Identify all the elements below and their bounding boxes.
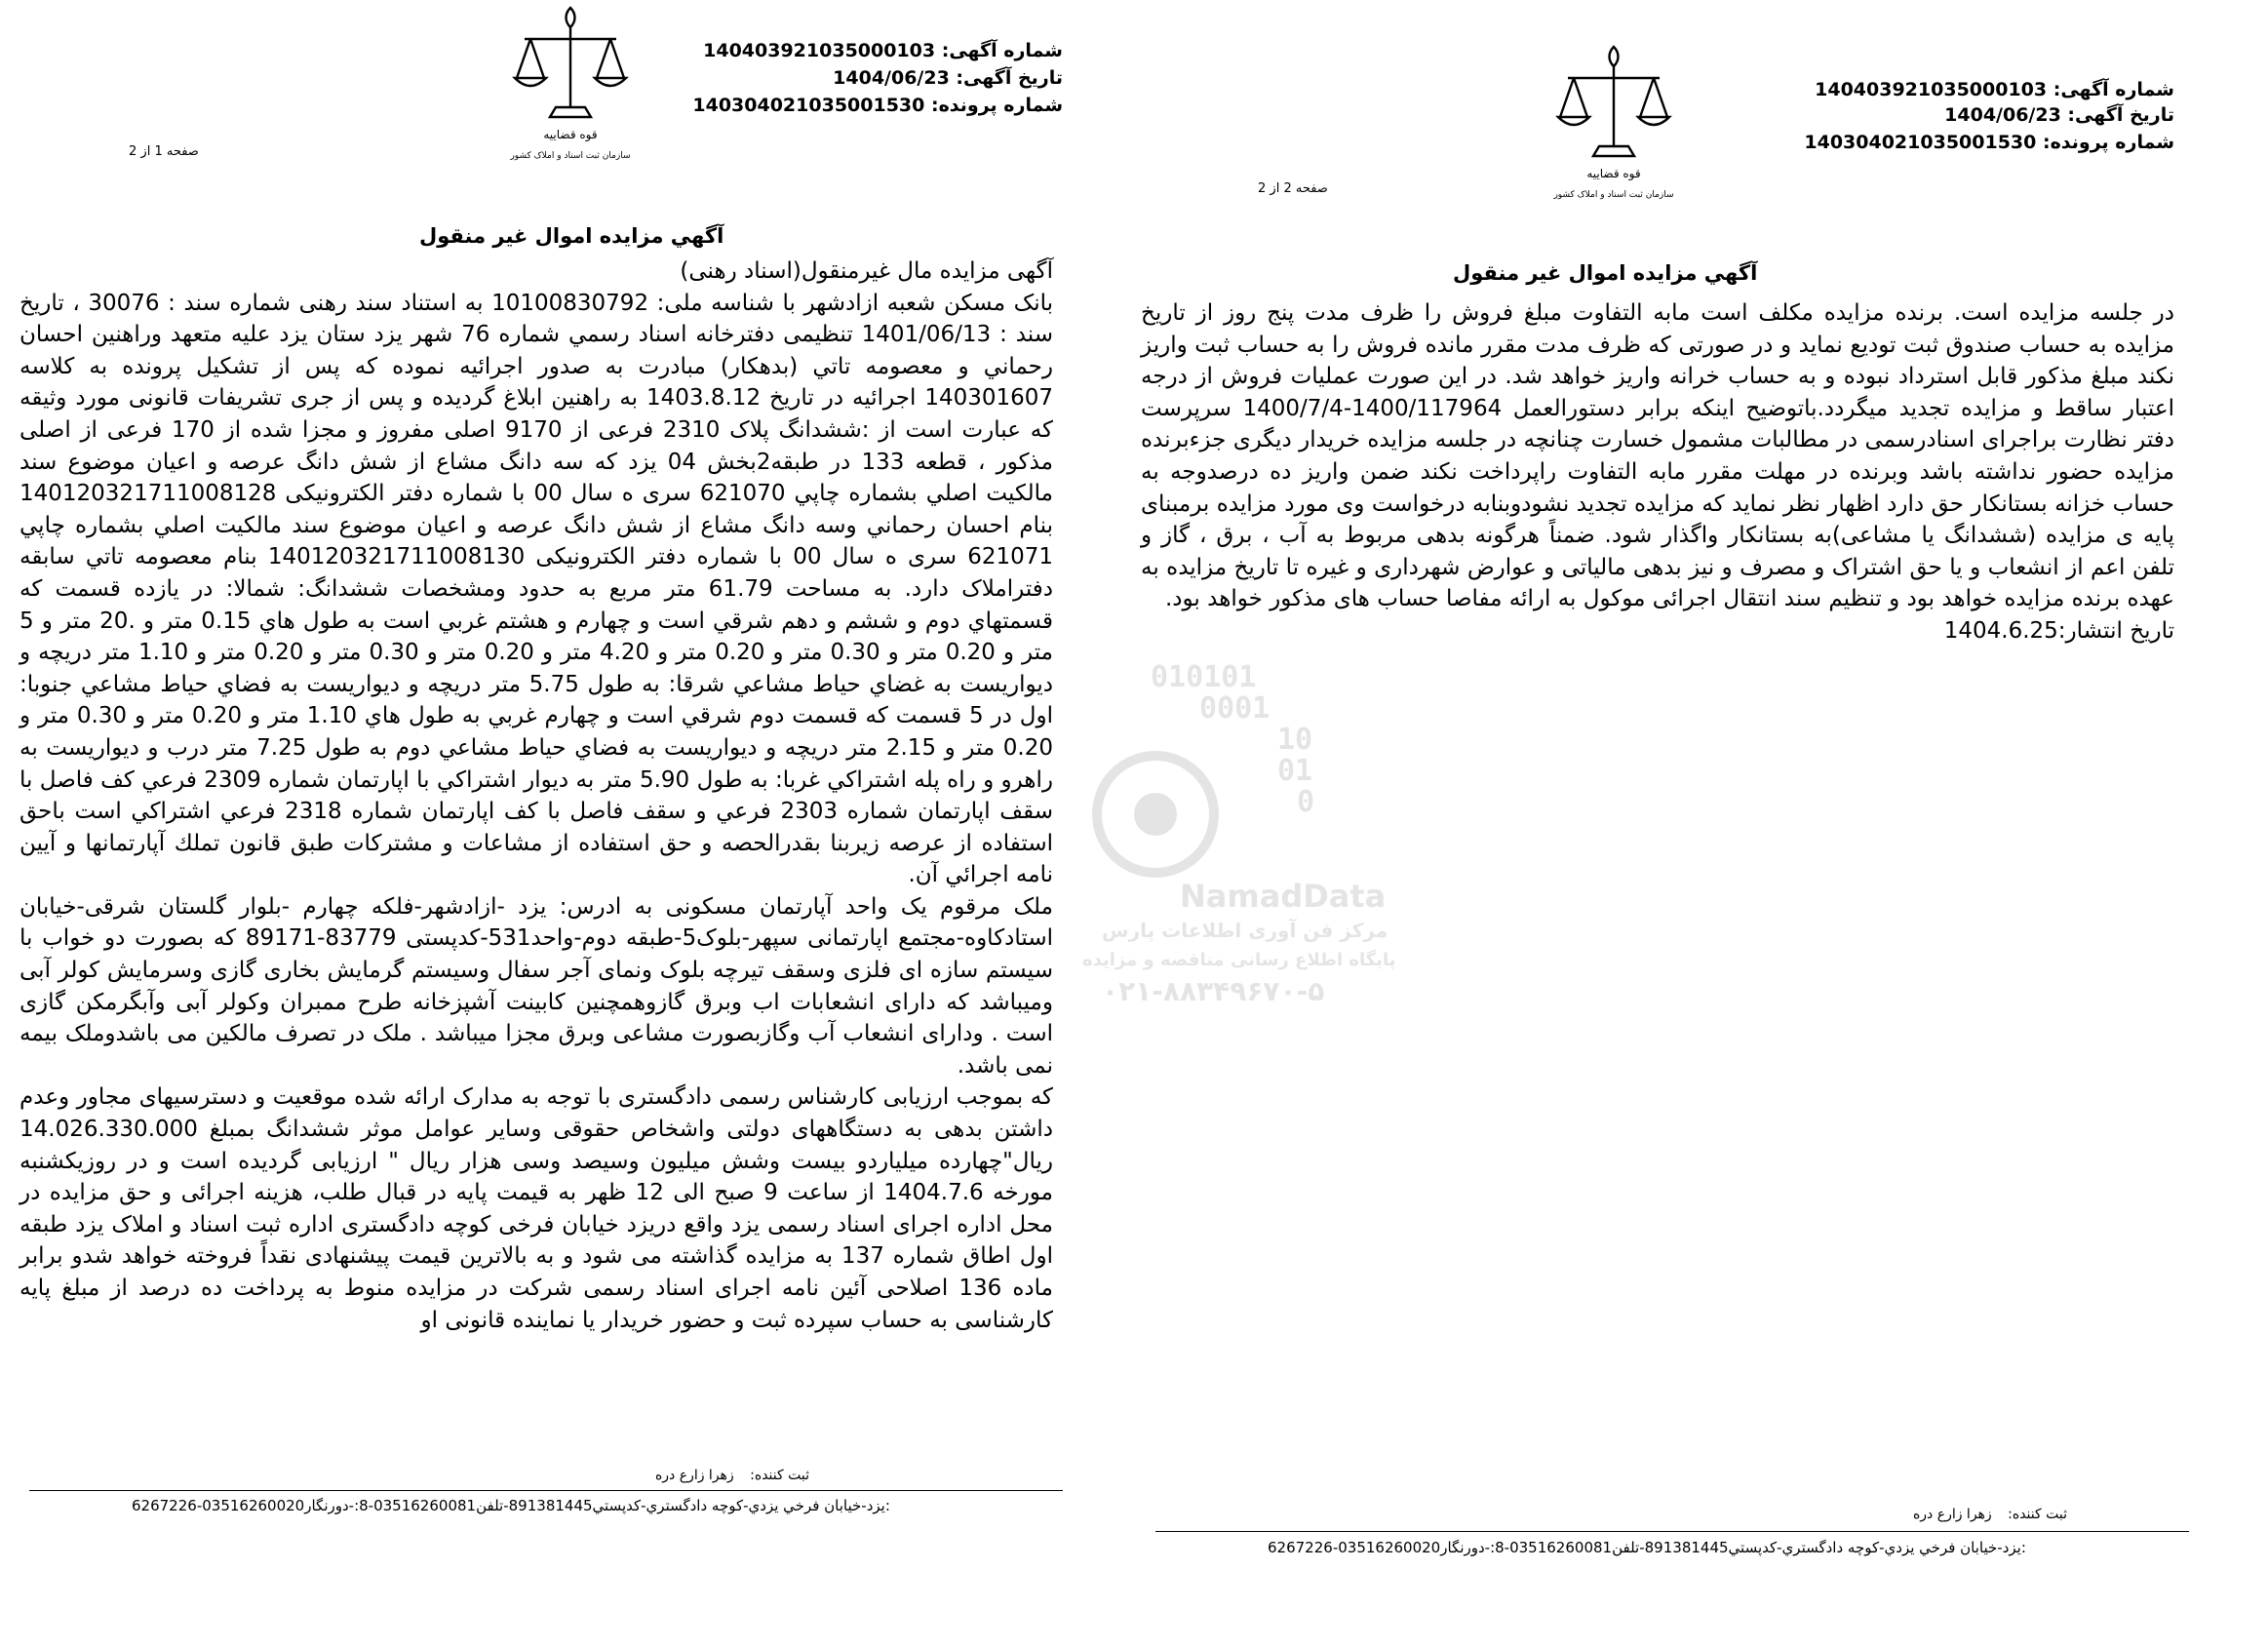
watermark-digits-2: 0001 — [1199, 691, 1271, 726]
page-number: صفحه 1 از 2 — [129, 144, 199, 159]
org-caption: سازمان ثبت اسناد و املاک کشور — [1553, 190, 1674, 200]
ad-number-value: 140403921035000103 — [1815, 79, 2048, 100]
watermark-brand: NamadData — [1180, 878, 1387, 915]
ad-number-line — [1815, 78, 2174, 101]
registrar-name: زهرا زارع دره — [1912, 1507, 1992, 1522]
ad-number-value: 140403921035000103 — [703, 40, 936, 61]
watermark-digits-5: 0 — [1297, 785, 1315, 819]
case-number-value: 140304021035001530 — [692, 95, 925, 116]
notice-body — [1141, 297, 2174, 648]
footer-divider — [1155, 1531, 2189, 1532]
case-number-label: شماره پرونده: — [930, 95, 1063, 116]
registrar-name: زهرا زارع دره — [654, 1468, 734, 1483]
notice-page-1 — [20, 0, 1102, 1521]
registrar-label: ثبت كننده: — [750, 1468, 809, 1483]
case-number-value: 140304021035001530 — [1804, 132, 2037, 153]
ad-date-value: 1404/06/23 — [1944, 104, 2061, 126]
registrar — [1913, 1507, 2067, 1522]
notice-body — [20, 255, 1053, 1336]
watermark-digits-3: 10 — [1277, 723, 1313, 757]
case-number-line — [692, 94, 1063, 117]
page-number: صفحه 2 از 2 — [1258, 181, 1328, 196]
notice-title: آگهي مزايده اموال غير منقول — [1453, 261, 1758, 285]
notice-page-2 — [1131, 0, 2213, 1580]
registrar-label: ثبت كننده: — [2008, 1507, 2067, 1522]
notice-title: آگهي مزايده اموال غير منقول — [419, 224, 724, 248]
judiciary-emblem-icon — [1541, 39, 1687, 205]
ad-date-value: 1404/06/23 — [833, 67, 950, 89]
emblem-caption: قوه قضاییه — [1586, 167, 1641, 180]
notice-paragraph: كه بموجب ارزيابی كارشناس رسمی دادگستری با توجه به مدارک ارائه شده موقعيت و دسترسيهای مجاور وعدم داشتن بدهی به دستگاههای دولتی واشخاص حقوقی وساير عوامل موثر ششدانگ بمبلغ 14.026.330.000 ريال"چهارده ميلياردو بيست وشش ميليون وسيصد وسی هزار ريال " ارزيابی گرديده است و در روزيكشنبه مورخه 1404.7.6 از ساعت 9 صبح الی 12 ظهر به قيمت پايه در قبال طلب، هزينه اجرائی و حق مزايده در محل اداره اجرای اسناد رسمی يزد واقع دريزد خيابان فرخی كوچه دادگستری اداره ثبت اسناد و املاک يزد طبقه اول اطاق شماره 137 به مزايده گذاشته می شود و به بالاترين قيمت پيشنهادی نقداً فروخته خواهد شدو برابر ماده 136 اصلاحی آئين نامه اجرای اسناد رسمی شركت در مزايده منوط به پرداخت ده درصد از مبلغ پايه كارشناسی به حساب سپرده ثبت و حضور خريدار يا نماينده قانونی او — [20, 1084, 1053, 1333]
ad-number-line — [703, 39, 1063, 62]
watermark-digits-4: 01 — [1277, 754, 1313, 788]
notice-paragraph: بانک مسكن شعبه ازادشهر با شناسه ملی: 10100830792 به استناد سند رهنی شماره سند : 30076 ، تاريخ سند : 1401/06/13 تنظيمی دفترخانه اسناد رسمي شماره 76 شهر يزد ستان يزد عليه متعهد وراهنين احسان رحماني و معصومه تاتي (بدهكار) مبادرت به صدور اجرائيه نموده كه پس از تشكيل پرونده به كلاسه 140301607 اجرائيه در تاريخ 1403.8.12 به راهنين ابلاغ گرديده و پس از جری تشريفات قانونی مورد وثيقه كه عبارت است از :ششدانگ پلاک 2310 فرعی از 9170 اصلی مفروز و مجزا شده از 170 فرعی از اصلی مذكور ، قطعه 133 در طبقه2بخش 04 يزد كه سه دانگ مشاع از شش دانگ عرصه و اعيان موضوع سند مالكيت اصلي بشماره چاپي 621070 سری ه سال 00 با شماره دفتر الكترونيكی 140120321711008128 بنام احسان رحماني وسه دانگ مشاع از شش دانگ عرصه و اعيان موضوع سند مالكيت اصلي بشماره چاپي 621071 سری ه سال 00 با شماره دفتر الكترونيكی 140120321711008130 بنام معصومه تاتي سابقه دفتراملاک دارد. به مساحت 61.79 متر مربع به حدود ومشخصات ششدانگ: شمالا: در يازده قسمت كه قسمتهاي دوم و ششم و دهم شرقي است و چهارم و هشتم غربي است به طول هاي 0.15 متر و .20 متر و 5 متر و 0.20 متر و 0.30 متر و 0.20 متر و 4.20 متر و 0.20 متر و 0.30 متر و 0.20 متر و 1.10 متر دريچه و ديواريست به غضاي حياط مشاعي شرقا: به طول 5.75 متر دريچه و ديواريست به فضاي حياط مشاعي جنوبا: اول در 5 قسمت كه قسمت دوم شرقي است و چهارم غربي به طول هاي 1.10 متر و 0.20 متر و 0.30 متر و 0.20 متر و 2.15 متر دريچه و ديواريست به فضاي حياط مشاعي دوم به طول 7.25 متر درب و ديواريست به راهرو و راه پله اشتراكي غربا: به طول 5.90 متر به ديوار اشتراكي با اپارتمان شماره 2309 فرعي كف فاصل با سقف اپارتمان شماره 2303 فرعي و سقف فاصل با كف اپارتمان شماره 2318 فرعي اشتراكي است باحق استفاده از عرصه زيربنا بقدرالحصه و حق استفاده از مشاعات و مشتركات طبق قانون تملك آپارتمانها و آيين نامه اجرائي آن. — [20, 290, 1054, 888]
ad-number-label: شماره آگهی: — [941, 40, 1063, 61]
ad-date-line — [833, 66, 1063, 90]
watermark-phone: ۰۲۱-۸۸۳۴۹۶۷۰-۵ — [1102, 975, 1325, 1007]
watermark-digits-1: 010101 — [1151, 660, 1257, 694]
ad-date-label: تاریخ آگهی: — [2067, 104, 2174, 126]
org-caption: سازمان ثبت اسناد و املاک کشور — [510, 151, 631, 161]
publish-date: تاريخ انتشار:1404.6.25 — [1943, 617, 2174, 644]
case-number-label: شماره پرونده: — [2042, 132, 2174, 153]
footer-address: يزد-خيابان فرخي يزدي-كوچه دادگستري-كدپستي891381445-تلفن03516260081-8:-دورنگار03516260020-6267226: — [132, 1497, 890, 1514]
footer-divider — [29, 1490, 1063, 1491]
ad-date-label: تاریخ آگهی: — [956, 67, 1063, 89]
watermark-tagline-1: مركز فن آوری اطلاعات پارس — [1102, 919, 1388, 942]
judiciary-emblem-icon — [497, 0, 644, 166]
notice-subtitle: آگهی مزايده مال غيرمنقول(اسناد رهنی) — [680, 258, 1053, 284]
notice-paragraph: ملک مرقوم يک واحد آپارتمان مسكونی به ادرس: يزد -ازادشهر-فلكه چهارم -بلوار گلستان شرقی-خيابان استادكاوه-مجتمع اپارتمانی سپهر-بلوک5-طبقه دوم-واحد531-كدپستی 83779-89171 كه بصورت دو خواب با سيستم سازه ای فلزی وسقف تيرچه بلوک ونمای آجر سفال وسيستم گرمايش بخاری گازی وسرمايش كولر آبی وميباشد كه دارای انشعابات اب وبرق گازوهمچنين كابينت آشپزخانه طرح ممبران وكولر آبی وآبگرمكن گازی است . ودارای انشعاب آب وگازبصورت مشاعی وبرق مجزا ميباشد . ملک در تصرف مالكين می باشدوملک بيمه نمی باشد. — [20, 893, 1053, 1079]
notice-paragraph: در جلسه مزايده است. برنده مزايده مكلف است مابه التفاوت مبلغ فروش را ظرف مدت پنج روز از تاريخ مزايده به حساب صندوق ثبت توديع نمايد و در صورتی كه ظرف مدت مقرر مانده فروش را به حساب ثبت واريز نكند مبلغ مذكور قابل استرداد نبوده و به حساب خرانه واريز خواهد شد. در اين صورت عمليات فروش از درجه اعتبار ساقط و مزايده تجديد ميگردد.باتوضيح اينكه برابر دستورالعمل 1400/117964-1400/7/4 سرپرست دفتر نظارت براجرای اسنادرسمی در مطالبات مشمول خسارت چنانچه در جلسه مزايده خريدار ديگری جزءبرنده مزايده حضور نداشته باشد وبرنده در مهلت مقرر مابه التفاوت راپرداخت نكند ضمن واريز ده درصدوجه به حساب خزانه بستانكار حق دارد اظهار نظر نمايد كه مزايده تجديد نشودوبنابه درخواست وی مورد مزايده برمبنای پايه ی مزايده (ششدانگ يا مشاعی)به بستانكار واگذار شود. ضمناً هرگونه بدهی مربوط به آب ، برق ، گاز و تلفن اعم از انشعاب و يا حق اشتراک و مصرف و نيز بدهی مالياتی و عوارض شهرداری و غيره تا تاريخ مزايده به عهده برنده مزايده خواهد بود و تنظيم سند انتقال اجرائی موكول به ارائه مفاصا حساب های مذكور خواهد بود. — [1141, 300, 2174, 612]
footer-address: يزد-خيابان فرخي يزدي-كوچه دادگستري-كدپستي891381445-تلفن03516260081-8:-دورنگار03516260020-6267226: — [1268, 1539, 2026, 1556]
case-number-line — [1804, 131, 2174, 154]
emblem-caption: قوه قضاییه — [543, 128, 598, 141]
registrar — [655, 1468, 809, 1483]
watermark-tagline-2: پايگاه اطلاع رسانی مناقصه و مزايده — [1082, 950, 1396, 970]
ad-date-line — [1944, 103, 2174, 127]
ad-number-label: شماره آگهی: — [2053, 79, 2174, 100]
